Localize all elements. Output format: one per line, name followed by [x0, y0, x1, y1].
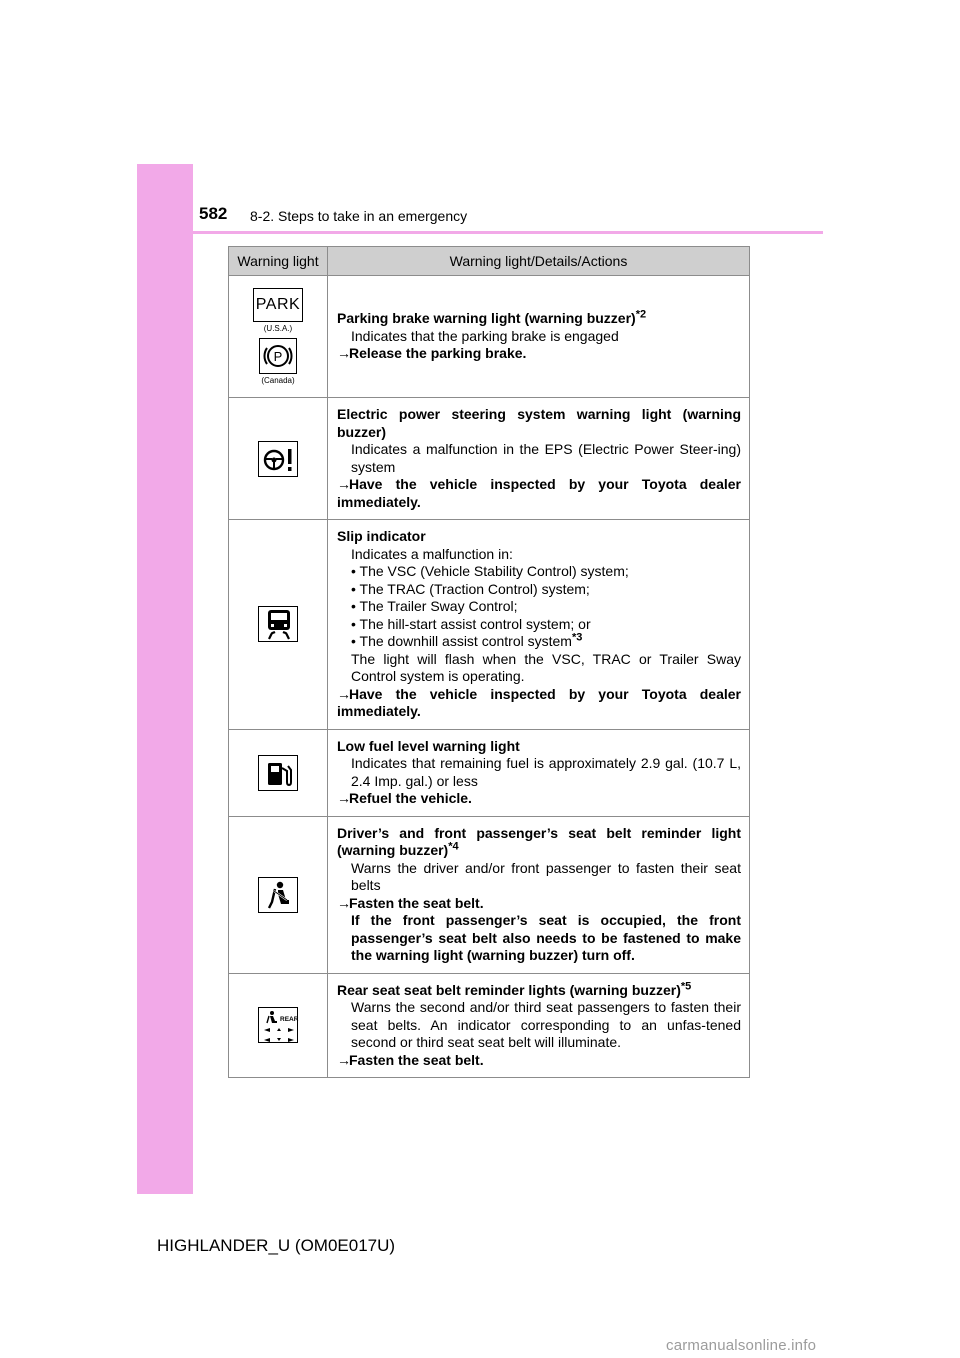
footnote-ref: *2 — [635, 308, 647, 321]
rear-icon-text: REAR — [280, 1016, 299, 1024]
arrow-icon: → — [337, 345, 351, 362]
row-description: Indicates a malfunction in the EPS (Electric Power Steer-ing) system — [351, 441, 741, 475]
row-description: Indicates a malfunction in: — [351, 545, 513, 562]
footnote-ref: *3 — [571, 631, 583, 644]
row-action-extra: If the front passenger’s seat is occupied, the front passenger’s seat belt also needs to be fastened to make the warning light (warning buzzer) turn off. — [351, 912, 741, 963]
footnote-ref: *5 — [680, 979, 692, 992]
row-description: Indicates that the parking brake is engaged — [351, 327, 619, 344]
row-action: →Fasten the seat belt. — [337, 894, 484, 911]
svg-text:P: P — [273, 348, 283, 364]
row-action: →Fasten the seat belt. — [337, 1051, 484, 1068]
row-title: Low fuel level warning light — [337, 737, 520, 754]
row-title: Parking brake warning light (warning buzzer)$^{*2}$ — [337, 308, 647, 327]
icon-label-canada: (Canada) — [261, 375, 295, 385]
row-title: Rear seat seat belt reminder lights (warning buzzer)$^{*5}$ — [337, 979, 692, 998]
details-cell — [328, 729, 750, 816]
details-cell — [328, 816, 750, 973]
icon-cell — [229, 816, 328, 973]
arrow-icon: → — [337, 685, 351, 702]
icon-cell — [229, 729, 328, 816]
list-item: • The downhill assist control system$^{*3}$ — [337, 633, 741, 651]
table-row — [229, 973, 750, 1078]
details-cell — [328, 276, 750, 398]
arrow-icon: → — [337, 476, 351, 492]
chapter-tab-band — [137, 164, 193, 1194]
row-action: →Have the vehicle inspected by your Toyota dealer immediately. — [337, 476, 741, 510]
model-code: HIGHLANDER_U (OM0E017U) — [157, 1236, 396, 1255]
row-title: Electric power steering system warning light (warning buzzer) — [337, 406, 741, 440]
park-icon: PARK — [253, 288, 303, 322]
fuel-pump-icon — [258, 755, 298, 791]
details-cell — [328, 398, 750, 520]
row-action: →Have the vehicle inspected by your Toyota dealer immediately. — [337, 685, 741, 719]
parking-brake-canada-icon — [259, 338, 297, 374]
list-item: • The Trailer Sway Control; — [337, 598, 741, 616]
footnote-ref: *4 — [448, 840, 459, 853]
page-number: 582 — [199, 204, 228, 223]
table-row — [229, 816, 750, 973]
icon-cell — [229, 973, 328, 1078]
watermark: carmanualsonline.info — [666, 1337, 817, 1354]
row-extra-description: The light will flash when the VSC, TRAC or Trailer Sway Control system is operating. — [351, 650, 741, 684]
warning-lights-table — [228, 246, 750, 1078]
row-action: →Release the parking brake. — [337, 345, 527, 362]
row-action: →Refuel the vehicle. — [337, 790, 472, 806]
table-header-row — [229, 247, 750, 276]
power-steering-icon — [258, 441, 298, 477]
slip-indicator-icon — [258, 606, 298, 642]
column-header-details: Warning light/Details/Actions — [328, 247, 750, 276]
column-header-warning-light: Warning light — [229, 247, 328, 276]
table-row — [229, 398, 750, 520]
arrow-icon: → — [337, 790, 351, 806]
row-title: Driver’s and front passenger’s seat belt reminder light (warning buzzer)$^{*4}$ — [337, 824, 741, 858]
row-description: Warns the second and/or third seat passengers to fasten their seat belts. An indicator corresponding to an unfas-tened second or third seat seat belt will illuminate. — [351, 999, 741, 1050]
row-description: Indicates that remaining fuel is approximately 2.9 gal. (10.7 L, 2.4 Imp. gal.) or less — [351, 755, 741, 789]
header-rule — [137, 231, 823, 234]
arrow-icon: → — [337, 894, 351, 911]
arrow-icon: → — [337, 1051, 351, 1068]
seat-belt-icon — [258, 877, 298, 913]
details-cell — [328, 973, 750, 1078]
list-item: • The hill-start assist control system; or — [337, 616, 741, 634]
icon-cell — [229, 276, 328, 398]
list-item: • The TRAC (Traction Control) system; — [337, 581, 741, 599]
icon-label-usa: (U.S.A.) — [263, 323, 293, 333]
icon-cell — [229, 398, 328, 520]
icon-cell — [229, 520, 328, 730]
details-cell — [328, 520, 750, 730]
table-row — [229, 276, 750, 398]
table-row — [229, 729, 750, 816]
section-title: 8-2. Steps to take in an emergency — [250, 208, 468, 224]
rear-seat-belt-icon — [258, 1007, 298, 1043]
table-row — [229, 520, 750, 730]
list-item: • The VSC (Vehicle Stability Control) system; — [337, 563, 741, 581]
row-description: Warns the driver and/or front passenger to fasten their seat belts — [351, 859, 741, 893]
row-title: Slip indicator — [337, 528, 426, 544]
